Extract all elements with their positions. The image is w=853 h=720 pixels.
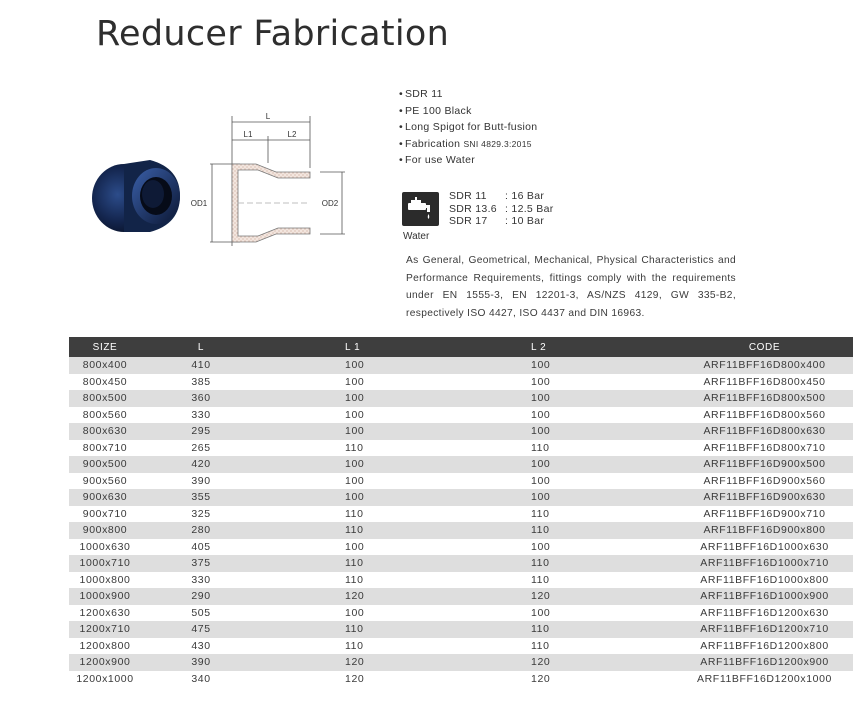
cell-l1: 110 xyxy=(261,440,493,457)
table-row xyxy=(69,407,853,424)
spec-item: • SDR 11 xyxy=(399,86,537,103)
cell-l2: 110 xyxy=(493,522,676,539)
table-header-row xyxy=(69,337,853,357)
cell-l1: 120 xyxy=(261,588,493,605)
compliance-description: As General, Geometrical, Mechanical, Physical Characteristics and Performance Requirements, fittings comply with the requirements under EN 1555-3, EN 12201-3, AS/NZS 4129, GW 335-B2, respectively ISO 4427, ISO 4437 and DIN 16963. xyxy=(406,255,736,319)
cell-code: ARF11BFF16D800x400 xyxy=(676,357,853,374)
table-row xyxy=(69,473,853,490)
cell-l1: 100 xyxy=(261,407,493,424)
cell-code: ARF11BFF16D1000x630 xyxy=(676,539,853,556)
pressure-ratings xyxy=(449,190,554,228)
cell-size: 1200x630 xyxy=(69,605,141,622)
cell-l: 410 xyxy=(141,357,261,374)
pressure-row: SDR 17 : 10 Bar xyxy=(449,215,545,227)
cell-l2: 100 xyxy=(493,407,676,424)
header-l2: L 2 xyxy=(493,337,676,357)
cell-l1: 100 xyxy=(261,390,493,407)
table-row xyxy=(69,555,853,572)
cell-size: 800x710 xyxy=(69,440,141,457)
cell-l2: 110 xyxy=(493,621,676,638)
cell-l: 375 xyxy=(141,555,261,572)
cell-size: 900x710 xyxy=(69,506,141,523)
cell-code: ARF11BFF16D900x560 xyxy=(676,473,853,490)
cell-size: 900x630 xyxy=(69,489,141,506)
cell-size: 1000x800 xyxy=(69,572,141,589)
cell-code: ARF11BFF16D800x710 xyxy=(676,440,853,457)
table-body xyxy=(69,357,853,687)
cell-size: 900x500 xyxy=(69,456,141,473)
cell-size: 900x560 xyxy=(69,473,141,490)
cell-size: 800x560 xyxy=(69,407,141,424)
header-size: SIZE xyxy=(69,337,141,357)
table-row xyxy=(69,539,853,556)
cell-l: 360 xyxy=(141,390,261,407)
table-row xyxy=(69,423,853,440)
cell-code: ARF11BFF16D1000x710 xyxy=(676,555,853,572)
cell-code: ARF11BFF16D1200x710 xyxy=(676,621,853,638)
cell-l1: 110 xyxy=(261,621,493,638)
reducer-figure xyxy=(80,108,380,258)
cell-l2: 100 xyxy=(493,473,676,490)
cell-l: 385 xyxy=(141,374,261,391)
cell-l1: 100 xyxy=(261,374,493,391)
cell-l2: 120 xyxy=(493,654,676,671)
cell-code: ARF11BFF16D1000x800 xyxy=(676,572,853,589)
spec-list xyxy=(399,86,537,169)
cell-l1: 100 xyxy=(261,456,493,473)
cell-l: 420 xyxy=(141,456,261,473)
table-row xyxy=(69,390,853,407)
spec-standard: SNI 4829.3:2015 xyxy=(463,138,532,149)
cell-l2: 100 xyxy=(493,539,676,556)
cell-code: ARF11BFF16D1200x1000 xyxy=(676,671,853,688)
cell-code: ARF11BFF16D800x560 xyxy=(676,407,853,424)
reducer-photo xyxy=(92,160,180,232)
cell-code: ARF11BFF16D900x500 xyxy=(676,456,853,473)
cell-size: 1200x900 xyxy=(69,654,141,671)
cell-size: 1200x710 xyxy=(69,621,141,638)
cell-l2: 120 xyxy=(493,671,676,688)
spec-item: • Long Spigot for Butt-fusion xyxy=(399,119,537,136)
cell-l: 290 xyxy=(141,588,261,605)
table-row xyxy=(69,522,853,539)
cell-l2: 110 xyxy=(493,572,676,589)
cell-size: 1000x630 xyxy=(69,539,141,556)
water-tap-icon xyxy=(402,192,439,226)
cell-l: 505 xyxy=(141,605,261,622)
cell-l: 390 xyxy=(141,654,261,671)
cell-l: 325 xyxy=(141,506,261,523)
cell-l: 355 xyxy=(141,489,261,506)
cell-l2: 100 xyxy=(493,456,676,473)
cell-l1: 110 xyxy=(261,522,493,539)
page-title: Reducer Fabrication xyxy=(96,14,450,54)
cell-l2: 100 xyxy=(493,605,676,622)
cell-l1: 110 xyxy=(261,506,493,523)
table-row xyxy=(69,572,853,589)
cell-l2: 110 xyxy=(493,440,676,457)
cell-l2: 110 xyxy=(493,506,676,523)
cell-l1: 120 xyxy=(261,671,493,688)
cell-l: 430 xyxy=(141,638,261,655)
cell-l2: 100 xyxy=(493,423,676,440)
cell-size: 1200x1000 xyxy=(69,671,141,688)
cell-code: ARF11BFF16D900x800 xyxy=(676,522,853,539)
cell-l: 340 xyxy=(141,671,261,688)
cell-l: 280 xyxy=(141,522,261,539)
cell-l2: 100 xyxy=(493,489,676,506)
label-l1: L1 xyxy=(243,130,253,139)
cell-l2: 120 xyxy=(493,588,676,605)
table-row xyxy=(69,506,853,523)
table-row xyxy=(69,671,853,688)
spec-item: • Fabrication SNI 4829.3:2015 xyxy=(399,136,537,153)
dimension-table xyxy=(69,337,853,687)
cell-size: 1200x800 xyxy=(69,638,141,655)
cell-l1: 110 xyxy=(261,638,493,655)
cell-size: 900x800 xyxy=(69,522,141,539)
cell-l1: 100 xyxy=(261,539,493,556)
cell-size: 1000x900 xyxy=(69,588,141,605)
water-label: Water xyxy=(403,231,430,242)
cell-size: 800x450 xyxy=(69,374,141,391)
cell-l1: 100 xyxy=(261,423,493,440)
table-row xyxy=(69,605,853,622)
cell-code: ARF11BFF16D800x630 xyxy=(676,423,853,440)
cell-size: 1000x710 xyxy=(69,555,141,572)
header-l1: L 1 xyxy=(261,337,493,357)
cell-l1: 100 xyxy=(261,473,493,490)
cell-code: ARF11BFF16D800x500 xyxy=(676,390,853,407)
cell-l: 390 xyxy=(141,473,261,490)
cell-code: ARF11BFF16D1200x900 xyxy=(676,654,853,671)
label-l: L xyxy=(265,112,271,121)
pressure-row: SDR 13.6 : 12.5 Bar xyxy=(449,202,554,215)
cell-l: 475 xyxy=(141,621,261,638)
table-row xyxy=(69,374,853,391)
label-od1: OD1 xyxy=(190,199,208,208)
table-row xyxy=(69,654,853,671)
cell-l: 295 xyxy=(141,423,261,440)
cell-l2: 100 xyxy=(493,357,676,374)
cell-l: 330 xyxy=(141,572,261,589)
spec-item: • PE 100 Black xyxy=(399,103,537,120)
cell-size: 800x630 xyxy=(69,423,141,440)
cell-code: ARF11BFF16D1200x800 xyxy=(676,638,853,655)
cell-l2: 110 xyxy=(493,638,676,655)
table-row xyxy=(69,621,853,638)
technical-drawing xyxy=(210,116,345,246)
cell-size: 800x500 xyxy=(69,390,141,407)
cell-l1: 100 xyxy=(261,605,493,622)
cell-size: 800x400 xyxy=(69,357,141,374)
cell-l1: 100 xyxy=(261,489,493,506)
table-row xyxy=(69,357,853,374)
cell-code: ARF11BFF16D800x450 xyxy=(676,374,853,391)
cell-l1: 100 xyxy=(261,357,493,374)
table-row xyxy=(69,638,853,655)
table-row xyxy=(69,489,853,506)
cell-l2: 100 xyxy=(493,374,676,391)
table-row xyxy=(69,440,853,457)
cell-code: ARF11BFF16D900x710 xyxy=(676,506,853,523)
table-row xyxy=(69,456,853,473)
cell-l1: 110 xyxy=(261,572,493,589)
spec-item: • For use Water xyxy=(399,152,537,169)
cell-l2: 100 xyxy=(493,390,676,407)
cell-l1: 110 xyxy=(261,555,493,572)
label-od2: OD2 xyxy=(321,199,339,208)
cell-l: 265 xyxy=(141,440,261,457)
pressure-row: SDR 11 : 16 Bar xyxy=(449,190,545,202)
cell-l1: 120 xyxy=(261,654,493,671)
cell-code: ARF11BFF16D900x630 xyxy=(676,489,853,506)
header-code: CODE xyxy=(676,337,853,357)
header-l: L xyxy=(141,337,261,357)
cell-code: ARF11BFF16D1000x900 xyxy=(676,588,853,605)
cell-l: 405 xyxy=(141,539,261,556)
label-l2: L2 xyxy=(287,130,297,139)
cell-l2: 110 xyxy=(493,555,676,572)
cell-l: 330 xyxy=(141,407,261,424)
table-row xyxy=(69,588,853,605)
cell-code: ARF11BFF16D1200x630 xyxy=(676,605,853,622)
